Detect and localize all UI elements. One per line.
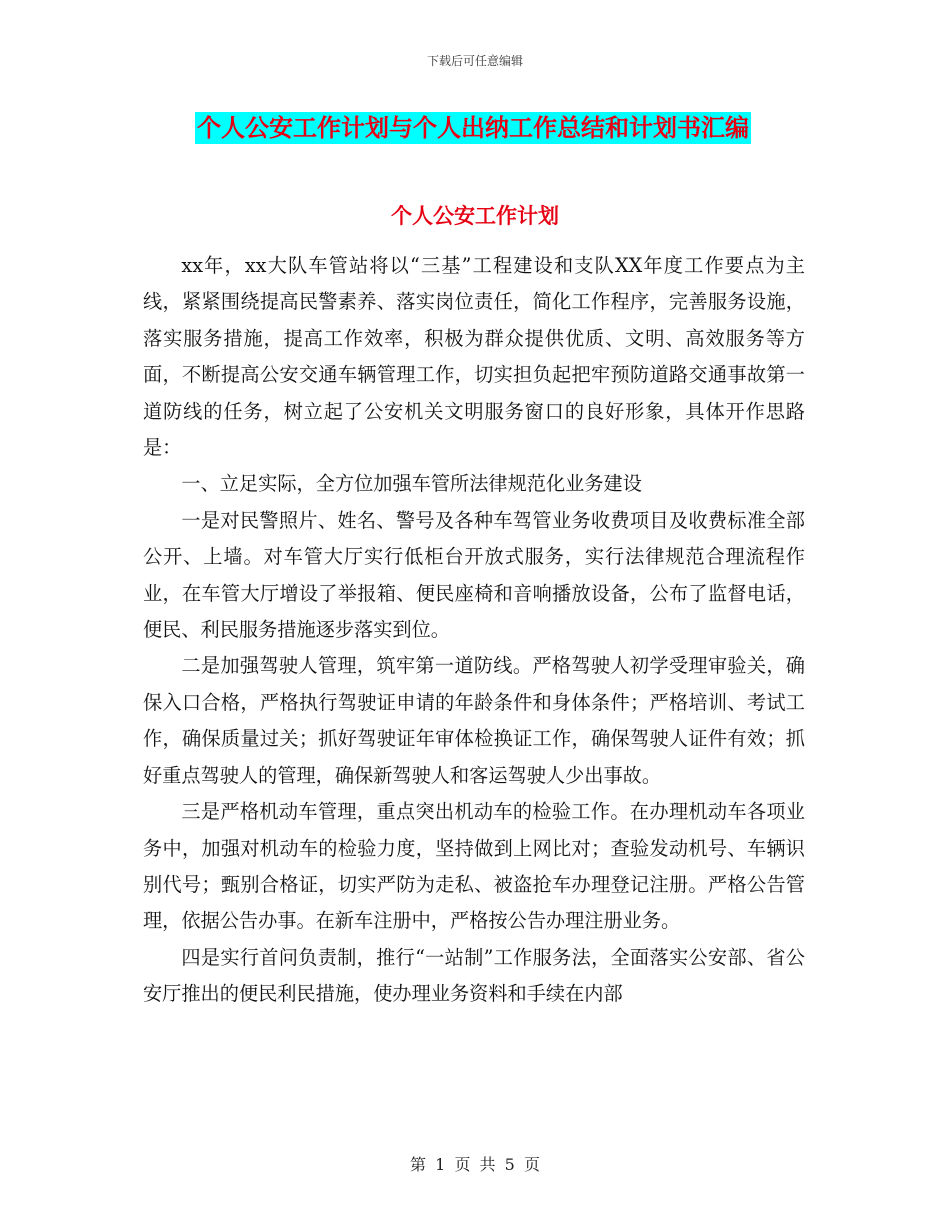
footer-total-pages: 5 [504, 1155, 515, 1174]
paragraph-intro: xx年，xx大队车管站将以“三基”工程建设和支队XX年度工作要点为主线，紧紧围绕提高民警素养、落实岗位责任，简化工作程序，完善服务设施，落实服务措施，提高工作效率，积极为群众提供优质、文明、高效服务等方面，不断提高公安交通车辆管理工作，切实担负起把牢预防道路交通事故第一道防线的任务，树立起了公安机关文明服务窗口的良好形象，具体开作思路是： [143, 254, 805, 460]
paragraph-item-four: 四是实行首问负责制，推行“一站制”工作服务法，全面落实公安部、省公安厅推出的便民利民措施，使办理业务资料和手续在内部 [143, 945, 805, 1006]
footer-page-word: 页 [454, 1155, 471, 1174]
page-header-note: 下载后可任意编辑 [426, 54, 523, 68]
document-title: 个人公安工作计划与个人出纳工作总结和计划书汇编 [197, 114, 749, 142]
footer-suffix: 页 [523, 1155, 540, 1174]
section-heading: 个人公安工作计划 [391, 204, 559, 228]
page-footer [0, 1152, 950, 1175]
paragraph-section-one-heading: 一、立足实际，全方位加强车管所法律规范化业务建设 [181, 472, 642, 496]
paragraph-item-three: 三是严格机动车管理，重点突出机动车的检验工作。在办理机动车各项业务中，加强对机动车的检验力度，坚持做到上网比对；查验发动机号、车辆识别代号；甄别合格证，切实严防为走私、被盗抢车办理登记注册。严格公告管理，依据公告办事。在新车注册中，严格按公告办理注册业务。 [143, 800, 805, 933]
footer-total-word: 共 [479, 1155, 496, 1174]
body-text [143, 248, 805, 1013]
paragraph-item-one: 一是对民警照片、姓名、警号及各种车驾管业务收费项目及收费标准全部公开、上墙。对车管大厅实行低柜台开放式服务，实行法律规范合理流程作业，在车管大厅增设了举报箱、便民座椅和音响播放设备，公布了监督电话，便民、利民服务措施逐步落实到位。 [143, 508, 805, 642]
footer-prefix: 第 [410, 1155, 427, 1174]
paragraph-item-two: 二是加强驾驶人管理，筑牢第一道防线。严格驾驶人初学受理审验关，确保入口合格，严格执行驾驶证申请的年龄条件和身体条件；严格培训、考试工作，确保质量过关；抓好驾驶证年审体检换证工作，确保驾驶人证件有效；抓好重点驾驶人的管理，确保新驾驶人和客运驾驶人少出事故。 [143, 654, 805, 787]
footer-current-page: 1 [435, 1155, 446, 1174]
